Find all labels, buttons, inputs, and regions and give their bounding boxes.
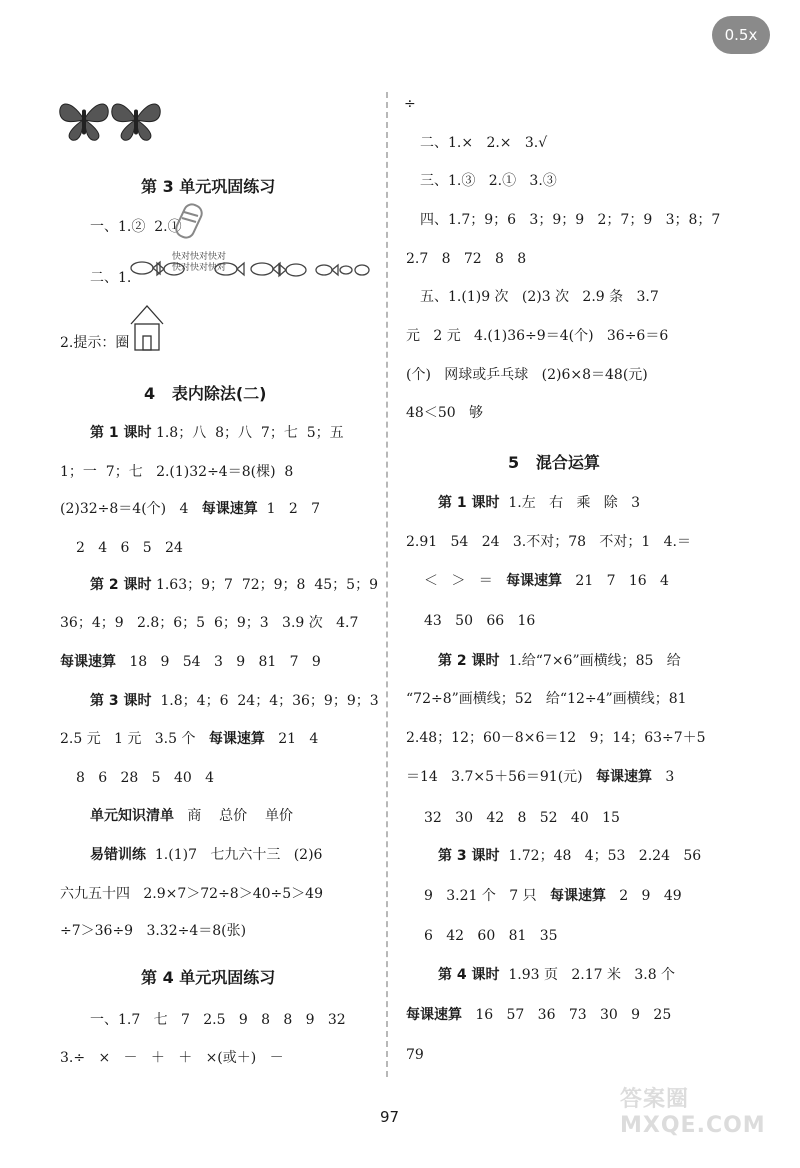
pencil-mark-icon (168, 198, 216, 246)
right-line-8: 48＜50 够 (406, 405, 483, 421)
left-line-15: 一、1.7 七 7 2.5 9 8 8 9 32 (90, 1012, 346, 1028)
left-line-3: (2)32÷8＝4(个) 4 每课速算 1 2 7 (60, 501, 321, 517)
column-divider (386, 92, 388, 1077)
unit3-line-1: 一、1.② 2.① (90, 219, 182, 235)
right-line-11: ＜ ＞ ＝ 每课速算 21 7 16 4 (424, 573, 669, 589)
left-line-11: 单元知识清单 商 总价 单价 (90, 808, 293, 824)
right-line-5: 五、1.(1)9 次 (2)3 次 2.9 条 3.7 (420, 289, 659, 305)
unit3-line-2: 二、1. (90, 270, 132, 286)
left-line-10: 8 6 28 5 40 4 (76, 770, 215, 786)
right-line-7: (个) 网球或乒乓球 (2)6×8＝48(元) (406, 367, 648, 383)
fish-caption-1: 快对快对快对 (172, 252, 227, 262)
right-line-23: 79 (406, 1047, 424, 1063)
right-line-1: 二、1.× 2.× 3.√ (420, 135, 548, 151)
chapter5-title: 5 混合运算 (508, 453, 600, 472)
right-line-16: ＝14 3.7×5＋56＝91(元) 每课速算 3 (406, 769, 675, 785)
zoom-indicator[interactable]: 0.5x (712, 16, 770, 54)
watermark-logo: 答案圈 MXQE.COM (620, 1087, 766, 1138)
chapter4-title: 4 表内除法(二) (144, 384, 267, 403)
right-line-0: ÷ (404, 96, 416, 112)
left-line-14: ÷7＞36÷9 3.32÷4＝8(张) (60, 923, 247, 939)
butterfly-decoration (56, 96, 164, 142)
right-line-2: 三、1.③ 2.① 3.③ (420, 173, 557, 189)
left-line-8: 第 3 课时 1.8；4；6 24；4；36；9；9；3 (90, 693, 379, 709)
house-figure (128, 302, 166, 352)
left-line-5: 第 2 课时 1.63；9；7 72；9；8 45；5；9 (90, 577, 378, 593)
right-line-18: 第 3 课时 1.72；48 4；53 2.24 56 (438, 848, 702, 864)
page-number: 97 (380, 1108, 400, 1126)
right-line-14: “72÷8”画横线；52 给“12÷4”画横线；81 (406, 691, 687, 707)
left-line-1: 第 1 课时 1.8；八 8；八 7；七 5；五 (90, 425, 344, 441)
left-line-6: 36；4；9 2.8；6；5 6；9；3 3.9 次 4.7 (60, 615, 359, 631)
right-line-6: 元 2 元 4.(1)36÷9＝4(个) 36÷6＝6 (406, 328, 669, 344)
right-line-4: 2.7 8 72 8 8 (406, 251, 527, 267)
fish-row-figure (120, 248, 370, 288)
right-line-15: 2.48；12；60－8×6＝12 9；14；63÷7＋5 (406, 730, 706, 746)
unit4-title: 第 4 单元巩固练习 (141, 968, 276, 987)
left-line-9: 2.5 元 1 元 3.5 个 每课速算 21 4 (60, 731, 319, 747)
left-line-7: 每课速算 18 9 54 3 9 81 7 9 (60, 654, 321, 670)
right-line-17: 32 30 42 8 52 40 15 (424, 810, 620, 826)
right-line-13: 第 2 课时 1.给“7×6”画横线；85 给 (438, 653, 681, 669)
left-line-2: 1；一 7；七 2.(1)32÷4＝8(棵) 8 (60, 464, 294, 480)
unit3-title: 第 3 单元巩固练习 (141, 177, 276, 196)
fish-caption-2: 快对快对快对 (172, 263, 227, 273)
left-line-13: 六九五十四 2.9×7＞72÷8＞40÷5＞49 (60, 886, 323, 902)
left-line-16: 3.÷ × － ＋ ＋ ×(或＋) － (60, 1050, 284, 1066)
right-line-21: 第 4 课时 1.93 页 2.17 米 3.8 个 (438, 967, 676, 983)
right-line-9: 第 1 课时 1.左 右 乘 除 3 (438, 495, 641, 511)
right-line-22: 每课速算 16 57 36 73 30 9 25 (406, 1007, 672, 1023)
right-line-19: 9 3.21 个 7 只 每课速算 2 9 49 (424, 888, 682, 904)
right-line-10: 2.91 54 24 3.不对；78 不对；1 4.＝ (406, 534, 691, 550)
right-line-3: 四、1.7；9；6 3；9；9 2；7；9 3；8；7 (420, 212, 721, 228)
unit3-line-3: 2.提示：圈 (60, 335, 130, 351)
right-line-12: 43 50 66 16 (424, 613, 536, 629)
left-line-4: 2 4 6 5 24 (76, 540, 183, 556)
right-line-20: 6 42 60 81 35 (424, 928, 558, 944)
left-line-12: 易错训练 1.(1)7 七九六十三 (2)6 (90, 847, 323, 863)
